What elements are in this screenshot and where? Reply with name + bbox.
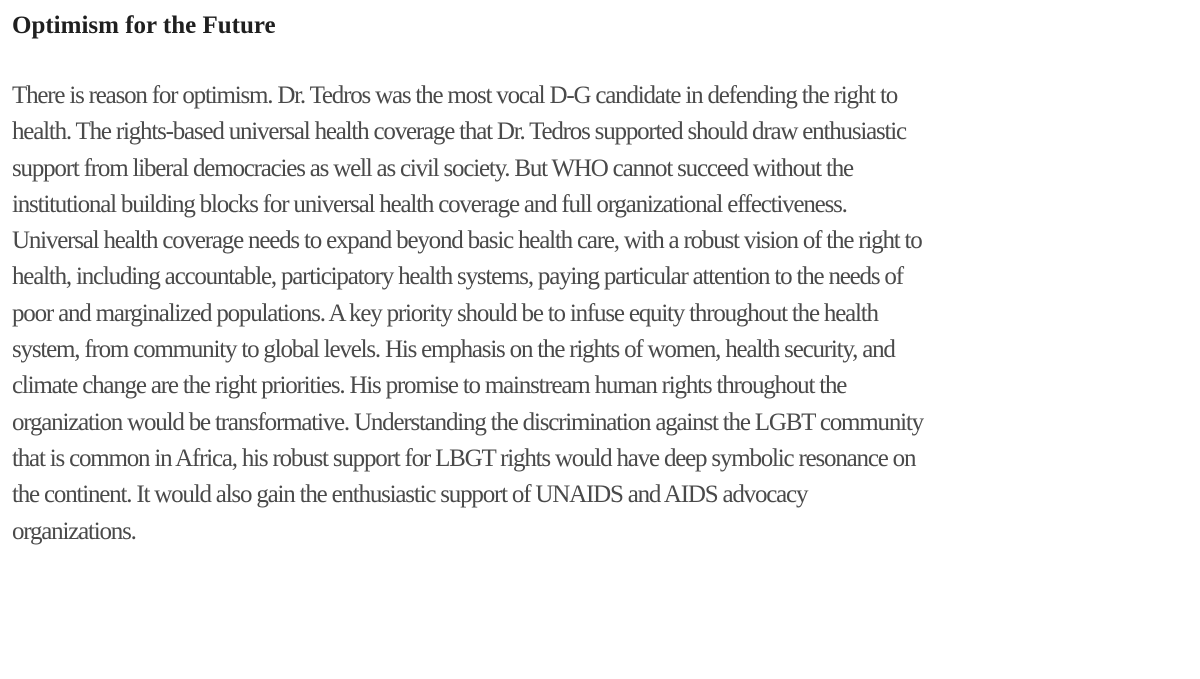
paragraph-line: organization would be transformative. Understanding the discrimination against the LGBT community [12,408,923,436]
paragraph-line: the continent. It would also gain the enthusiastic support of UNAIDS and AIDS advocacy [12,481,808,509]
section-heading: Optimism for the Future [12,12,276,39]
paragraph-line: health, including accountable, participatory health systems, paying particular attention to the needs of [12,263,903,291]
paragraph-line: Universal health coverage needs to expand beyond basic health care, with a robust vision of the right to [12,227,922,255]
paragraph-line: support from liberal democracies as well as civil society. But WHO cannot succeed without the [12,154,853,182]
paragraph-line: climate change are the right priorities. His promise to mainstream human rights throughout the [12,372,847,400]
paragraph-line: system, from community to global levels. His emphasis on the rights of women, health security, and [12,336,895,364]
paragraph-line: poor and marginalized populations. A key priority should be to infuse equity throughout the health [12,299,878,327]
paragraph-line: that is common in Africa, his robust support for LBGT rights would have deep symbolic resonance on [12,444,916,472]
paragraph-line: health. The rights-based universal health coverage that Dr. Tedros supported should draw enthusiastic [12,118,906,146]
paragraph-line: organizations. [12,517,136,545]
paragraph-line: There is reason for optimism. Dr. Tedros was the most vocal D-G candidate in defending the right to [12,82,897,109]
paragraph-line: institutional building blocks for universal health coverage and full organizational effectiveness. [12,190,847,218]
article-paragraph [12,78,1192,550]
